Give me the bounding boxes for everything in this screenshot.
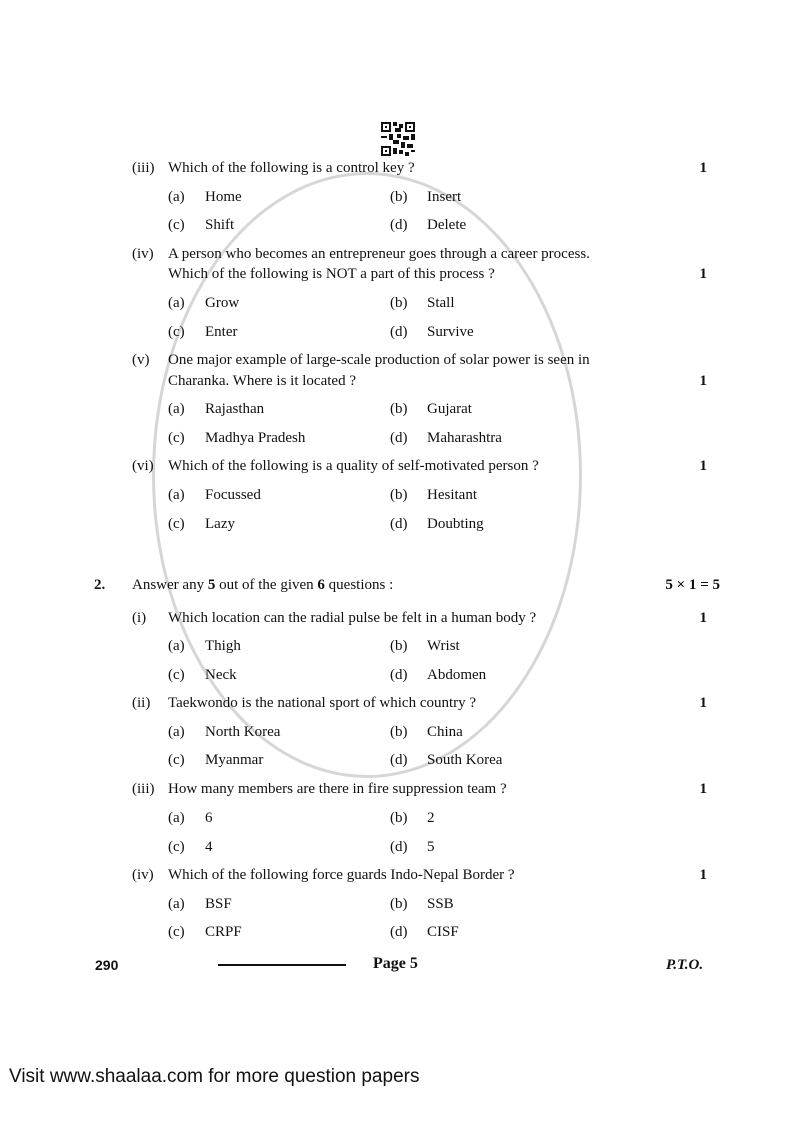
option-label: (d) xyxy=(390,924,408,940)
option-text: South Korea xyxy=(427,752,503,768)
option-text: Maharashtra xyxy=(427,430,502,446)
option-label: (c) xyxy=(168,924,185,940)
option-label: (a) xyxy=(168,724,185,740)
option-text: North Korea xyxy=(205,724,281,740)
question-marks: 1 xyxy=(699,695,707,711)
option-label: (a) xyxy=(168,487,185,503)
question-2-marks: 5 × 1 = 5 xyxy=(665,577,720,593)
option-label: (b) xyxy=(390,724,408,740)
option-label: (d) xyxy=(390,667,408,683)
option-label: (c) xyxy=(168,217,185,233)
question-number: (v) xyxy=(132,352,150,368)
option-text: Shift xyxy=(205,217,235,233)
heading-text: Answer any xyxy=(132,577,208,593)
option-text: 2 xyxy=(427,810,435,826)
option-label: (b) xyxy=(390,896,408,912)
question-text: Which location can the radial pulse be felt in a human body ? xyxy=(168,610,537,626)
question-text: A person who becomes an entrepreneur goes through a career process. xyxy=(168,246,590,262)
option-text: Delete xyxy=(427,217,467,233)
question-number: (iv) xyxy=(132,246,154,262)
question-marks: 1 xyxy=(699,373,707,389)
question-text: Taekwondo is the national sport of which country ? xyxy=(168,695,477,711)
option-text: China xyxy=(427,724,463,740)
option-text: Gujarat xyxy=(427,401,472,417)
question-marks: 1 xyxy=(699,781,707,797)
option-text: Wrist xyxy=(427,638,460,654)
option-label: (b) xyxy=(390,487,408,503)
question-number: (iii) xyxy=(132,160,155,176)
option-text: 4 xyxy=(205,839,213,855)
option-label: (b) xyxy=(390,810,408,826)
question-text: Which of the following is NOT a part of this process ? xyxy=(168,266,495,282)
option-text: CRPF xyxy=(205,924,242,940)
option-text: Focussed xyxy=(205,487,261,503)
option-text: Home xyxy=(205,189,242,205)
qr-code-icon xyxy=(381,122,415,156)
option-text: Thigh xyxy=(205,638,241,654)
option-label: (d) xyxy=(390,752,408,768)
heading-total: 6 xyxy=(317,577,325,593)
option-text: Grow xyxy=(205,295,240,311)
option-text: Stall xyxy=(427,295,455,311)
question-2-heading xyxy=(132,576,393,594)
question-marks: 1 xyxy=(699,867,707,883)
heading-text: questions : xyxy=(324,577,394,593)
option-text: Hesitant xyxy=(427,487,477,503)
option-label: (b) xyxy=(390,638,408,654)
option-label: (a) xyxy=(168,638,185,654)
question-text: One major example of large-scale production of solar power is seen in xyxy=(168,352,590,368)
question-text: Which of the following force guards Indo-Nepal Border ? xyxy=(168,867,515,883)
option-text: SSB xyxy=(427,896,454,912)
option-label: (d) xyxy=(390,516,408,532)
question-2-number: 2. xyxy=(94,577,106,593)
footer-pto: P.T.O. xyxy=(666,957,704,973)
option-label: (b) xyxy=(390,295,408,311)
question-number: (i) xyxy=(132,610,147,626)
question-marks: 1 xyxy=(699,160,707,176)
option-label: (c) xyxy=(168,667,185,683)
question-number: (iv) xyxy=(132,867,154,883)
option-label: (c) xyxy=(168,430,185,446)
option-text: Abdomen xyxy=(427,667,487,683)
question-text: How many members are there in fire suppression team ? xyxy=(168,781,507,797)
option-label: (a) xyxy=(168,189,185,205)
option-label: (d) xyxy=(390,324,408,340)
option-text: Doubting xyxy=(427,516,484,532)
option-text: Enter xyxy=(205,324,238,340)
option-label: (d) xyxy=(390,430,408,446)
option-text: BSF xyxy=(205,896,232,912)
option-label: (a) xyxy=(168,896,185,912)
option-text: Myanmar xyxy=(205,752,264,768)
option-label: (c) xyxy=(168,516,185,532)
heading-count: 5 xyxy=(207,577,216,593)
option-label: (c) xyxy=(168,752,185,768)
option-label: (c) xyxy=(168,324,185,340)
option-text: CISF xyxy=(427,924,459,940)
question-marks: 1 xyxy=(699,458,707,474)
question-number: (vi) xyxy=(132,458,154,474)
option-text: Madhya Pradesh xyxy=(205,430,306,446)
option-text: Survive xyxy=(427,324,474,340)
option-label: (d) xyxy=(390,217,408,233)
question-marks: 1 xyxy=(699,266,707,282)
option-label: (c) xyxy=(168,839,185,855)
option-label: (d) xyxy=(390,839,408,855)
option-label: (b) xyxy=(390,401,408,417)
option-label: (a) xyxy=(168,810,185,826)
option-text: Neck xyxy=(205,667,237,683)
question-text: Charanka. Where is it located ? xyxy=(168,373,356,389)
question-number: (ii) xyxy=(132,695,151,711)
bottom-note: Visit www.shaalaa.com for more question papers xyxy=(9,1066,420,1087)
option-label: (a) xyxy=(168,295,185,311)
heading-text: out of the given xyxy=(215,577,318,593)
question-text: Which of the following is a control key ? xyxy=(168,160,415,176)
question-number: (iii) xyxy=(132,781,155,797)
option-label: (b) xyxy=(390,189,408,205)
footer-divider xyxy=(218,964,346,966)
option-text: 6 xyxy=(205,810,213,826)
footer-page-number: Page 5 xyxy=(373,955,418,972)
option-text: Rajasthan xyxy=(205,401,265,417)
question-marks: 1 xyxy=(699,610,707,626)
question-text: Which of the following is a quality of self-motivated person ? xyxy=(168,458,539,474)
option-text: 5 xyxy=(427,839,435,855)
footer-paper-code: 290 xyxy=(95,957,119,973)
option-text: Lazy xyxy=(205,516,235,532)
option-label: (a) xyxy=(168,401,185,417)
option-text: Insert xyxy=(427,189,462,205)
